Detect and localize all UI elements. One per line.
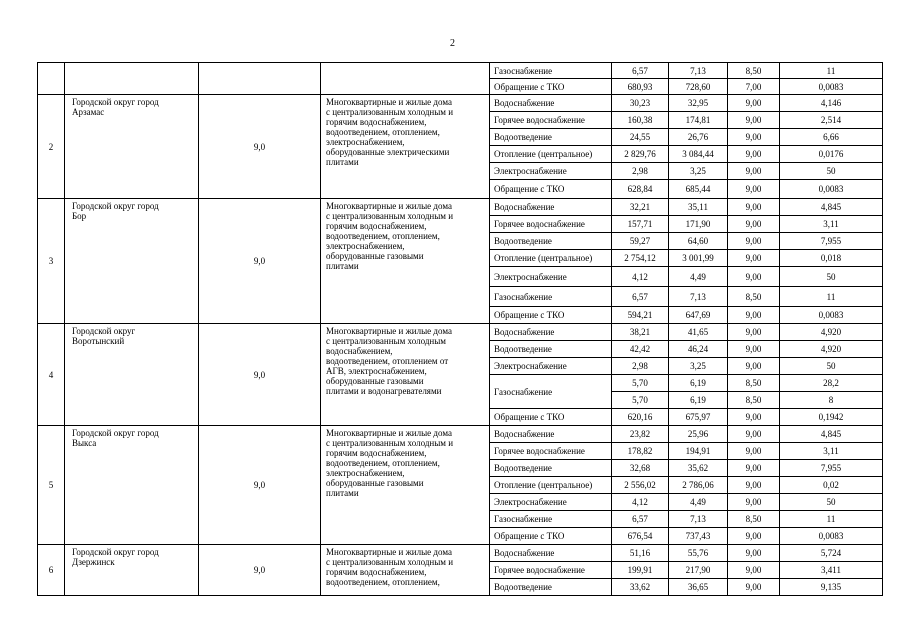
consumption-norm: 11 — [780, 287, 883, 307]
tariff-current: 5,70 — [612, 375, 669, 392]
description-line: плитами — [326, 261, 359, 271]
tariff-current: 24,55 — [612, 129, 669, 146]
tariff-new: 4,49 — [669, 267, 728, 287]
description-line: оборудованные газовыми — [326, 376, 424, 386]
growth-index: 9,0 — [199, 199, 321, 324]
municipality-cell — [65, 63, 199, 95]
description-line: оборудованные газовыми — [326, 251, 424, 261]
increase-percent: 9,00 — [728, 460, 780, 477]
service-name: Водоснабжение — [490, 95, 612, 112]
municipality-line: Городской округ город — [72, 97, 159, 107]
description-line: горячим водоснабжением, — [326, 567, 427, 577]
description-line: Многоквартирные и жилые дома — [326, 428, 452, 438]
description-line: горячим водоснабжением, — [326, 448, 427, 458]
tariff-current: 2 556,02 — [612, 477, 669, 494]
tariff-current: 6,57 — [612, 287, 669, 307]
increase-percent: 9,00 — [728, 199, 780, 216]
increase-percent: 9,00 — [728, 95, 780, 112]
consumption-norm: 0,02 — [780, 477, 883, 494]
tariff-current: 2,98 — [612, 163, 669, 180]
tariff-new: 217,90 — [669, 562, 728, 579]
service-name: Обращение с ТКО — [490, 180, 612, 199]
increase-percent: 9,00 — [728, 426, 780, 443]
service-name: Водоотведение — [490, 233, 612, 250]
tariff-current: 5,70 — [612, 392, 669, 409]
description-line: Многоквартирные и жилые дома — [326, 547, 452, 557]
row-number: 4 — [38, 324, 65, 426]
tariff-new: 728,60 — [669, 79, 728, 95]
consumption-norm: 50 — [780, 494, 883, 511]
description-line: плитами и водонагревателями — [326, 386, 442, 396]
service-name: Электроснабжение — [490, 267, 612, 287]
service-name: Газоснабжение — [490, 287, 612, 307]
tariff-current: 33,62 — [612, 579, 669, 596]
increase-percent: 9,00 — [728, 324, 780, 341]
service-name: Водоотведение — [490, 460, 612, 477]
description-line: оборудованные газовыми — [326, 478, 424, 488]
tariff-new: 647,69 — [669, 307, 728, 324]
increase-percent: 8,50 — [728, 287, 780, 307]
description-line: с централизованным холодным и — [326, 107, 454, 117]
description-line: водоотведением, отоплением, — [326, 231, 440, 241]
increase-percent: 8,50 — [728, 63, 780, 79]
tariff-new: 36,65 — [669, 579, 728, 596]
increase-percent: 9,00 — [728, 233, 780, 250]
tariff-new: 4,49 — [669, 494, 728, 511]
consumption-norm: 4,845 — [780, 426, 883, 443]
municipality-name — [65, 324, 199, 426]
consumption-norm: 11 — [780, 511, 883, 528]
tariff-new: 64,60 — [669, 233, 728, 250]
tariff-current: 628,84 — [612, 180, 669, 199]
consumption-norm: 3,11 — [780, 216, 883, 233]
service-name: Отопление (центральное) — [490, 477, 612, 494]
service-name: Водоснабжение — [490, 426, 612, 443]
housing-description — [321, 426, 490, 545]
tariff-current: 51,16 — [612, 545, 669, 562]
municipality-line: Городской округ город — [72, 201, 159, 211]
tariff-current: 620,16 — [612, 409, 669, 426]
consumption-norm: 50 — [780, 358, 883, 375]
increase-percent: 9,00 — [728, 341, 780, 358]
tariff-new: 6,19 — [669, 375, 728, 392]
tariff-current: 160,38 — [612, 112, 669, 129]
row-number: 3 — [38, 199, 65, 324]
consumption-norm: 9,135 — [780, 579, 883, 596]
num-cell — [38, 63, 65, 95]
housing-description — [321, 545, 490, 596]
tariff-current: 680,93 — [612, 79, 669, 95]
description-line: с централизованным холодным и — [326, 211, 454, 221]
tariff-new: 171,90 — [669, 216, 728, 233]
service-name: Газоснабжение — [490, 511, 612, 528]
increase-percent: 9,00 — [728, 477, 780, 494]
service-name: Обращение с ТКО — [490, 409, 612, 426]
consumption-norm: 4,920 — [780, 324, 883, 341]
consumption-norm: 4,845 — [780, 199, 883, 216]
description-line: оборудованные электрическими — [326, 147, 450, 157]
tariff-new: 7,13 — [669, 287, 728, 307]
description-line: водоотведением, отоплением, — [326, 577, 440, 587]
increase-percent: 9,00 — [728, 579, 780, 596]
description-line: электроснабжением, — [326, 468, 405, 478]
table-row — [38, 95, 883, 112]
municipality-line: Дзержинск — [72, 557, 115, 567]
table-row — [38, 199, 883, 216]
housing-description — [321, 199, 490, 324]
increase-percent: 9,00 — [728, 146, 780, 163]
increase-percent: 9,00 — [728, 307, 780, 324]
service-name: Водоснабжение — [490, 324, 612, 341]
consumption-norm: 0,0083 — [780, 307, 883, 324]
description-line: горячим водоснабжением, — [326, 221, 427, 231]
description-line: плитами — [326, 157, 359, 167]
consumption-norm: 50 — [780, 267, 883, 287]
tariff-new: 3 001,99 — [669, 250, 728, 267]
table-row — [38, 324, 883, 341]
tariff-current: 199,91 — [612, 562, 669, 579]
index-cell — [199, 63, 321, 95]
service-name: Электроснабжение — [490, 494, 612, 511]
description-line: с централизованным холодным и — [326, 438, 454, 448]
municipality-line: Городской округ город — [72, 547, 159, 557]
consumption-norm: 11 — [780, 63, 883, 79]
municipality-name — [65, 95, 199, 199]
description-line: электроснабжением, — [326, 241, 405, 251]
tariff-new: 737,43 — [669, 528, 728, 545]
increase-percent: 9,00 — [728, 443, 780, 460]
tariff-current: 30,23 — [612, 95, 669, 112]
increase-percent: 9,00 — [728, 216, 780, 233]
tariff-table — [37, 62, 883, 596]
municipality-line: Городской округ город — [72, 428, 159, 438]
tariff-current: 32,21 — [612, 199, 669, 216]
municipality-name — [65, 199, 199, 324]
consumption-norm: 7,955 — [780, 460, 883, 477]
tariff-new: 3,25 — [669, 358, 728, 375]
tariff-new: 174,81 — [669, 112, 728, 129]
growth-index: 9,0 — [199, 324, 321, 426]
description-line: водоотведением, отоплением, — [326, 127, 440, 137]
increase-percent: 9,00 — [728, 528, 780, 545]
tariff-new: 35,11 — [669, 199, 728, 216]
tariff-new: 2 786,06 — [669, 477, 728, 494]
municipality-name — [65, 426, 199, 545]
service-name: Водоснабжение — [490, 545, 612, 562]
consumption-norm: 3,11 — [780, 443, 883, 460]
row-number: 6 — [38, 545, 65, 596]
service-name: Обращение с ТКО — [490, 307, 612, 324]
tariff-current: 594,21 — [612, 307, 669, 324]
description-line: горячим водоснабжением, — [326, 117, 427, 127]
tariff-new: 3 084,44 — [669, 146, 728, 163]
description-line: АГВ, электроснабжением, — [326, 366, 427, 376]
service-name: Обращение с ТКО — [490, 79, 612, 95]
tariff-new: 32,95 — [669, 95, 728, 112]
growth-index: 9,0 — [199, 545, 321, 596]
consumption-norm: 0,018 — [780, 250, 883, 267]
municipality-line: Арзамас — [72, 107, 105, 117]
increase-percent: 9,00 — [728, 494, 780, 511]
service-name: Газоснабжение — [490, 63, 612, 79]
page-number: 2 — [450, 38, 455, 49]
increase-percent: 8,50 — [728, 511, 780, 528]
increase-percent: 8,50 — [728, 392, 780, 409]
tariff-current: 59,27 — [612, 233, 669, 250]
service-name: Горячее водоснабжение — [490, 443, 612, 460]
consumption-norm: 4,920 — [780, 341, 883, 358]
tariff-new: 7,13 — [669, 63, 728, 79]
municipality-name — [65, 545, 199, 596]
service-name: Водоотведение — [490, 341, 612, 358]
description-cell — [321, 63, 490, 95]
tariff-new: 675,97 — [669, 409, 728, 426]
municipality-line: Воротынский — [72, 336, 125, 346]
increase-percent: 9,00 — [728, 129, 780, 146]
tariff-current: 676,54 — [612, 528, 669, 545]
increase-percent: 7,00 — [728, 79, 780, 95]
service-name: Отопление (центральное) — [490, 250, 612, 267]
service-name: Обращение с ТКО — [490, 528, 612, 545]
consumption-norm: 7,955 — [780, 233, 883, 250]
growth-index: 9,0 — [199, 426, 321, 545]
service-name: Водоснабжение — [490, 199, 612, 216]
tariff-new: 194,91 — [669, 443, 728, 460]
table-row — [38, 426, 883, 443]
increase-percent: 9,00 — [728, 250, 780, 267]
increase-percent: 9,00 — [728, 358, 780, 375]
tariff-current: 6,57 — [612, 63, 669, 79]
tariff-current: 2 754,12 — [612, 250, 669, 267]
tariff-new: 26,76 — [669, 129, 728, 146]
description-line: с централизованным холодным — [326, 336, 446, 346]
tariff-new: 41,65 — [669, 324, 728, 341]
row-number: 5 — [38, 426, 65, 545]
tariff-new: 25,96 — [669, 426, 728, 443]
tariff-current: 23,82 — [612, 426, 669, 443]
tariff-new: 55,76 — [669, 545, 728, 562]
description-line: водоотведением, отоплением, — [326, 458, 440, 468]
growth-index: 9,0 — [199, 95, 321, 199]
tariff-current: 42,42 — [612, 341, 669, 358]
description-line: электроснабжением, — [326, 137, 405, 147]
consumption-norm: 0,0083 — [780, 79, 883, 95]
description-line: водоснабжением, — [326, 346, 393, 356]
consumption-norm: 28,2 — [780, 375, 883, 392]
increase-percent: 9,00 — [728, 267, 780, 287]
tariff-new: 3,25 — [669, 163, 728, 180]
housing-description — [321, 324, 490, 426]
increase-percent: 9,00 — [728, 112, 780, 129]
municipality-line: Городской округ — [72, 326, 136, 336]
tariff-new: 7,13 — [669, 511, 728, 528]
increase-percent: 9,00 — [728, 180, 780, 199]
consumption-norm: 2,514 — [780, 112, 883, 129]
consumption-norm: 4,146 — [780, 95, 883, 112]
tariff-current: 38,21 — [612, 324, 669, 341]
service-name: Водоотведение — [490, 129, 612, 146]
service-name: Водоотведение — [490, 579, 612, 596]
service-name: Горячее водоснабжение — [490, 562, 612, 579]
tariff-current: 157,71 — [612, 216, 669, 233]
consumption-norm: 0,1942 — [780, 409, 883, 426]
consumption-norm: 6,66 — [780, 129, 883, 146]
consumption-norm: 0,0176 — [780, 146, 883, 163]
increase-percent: 9,00 — [728, 163, 780, 180]
description-line: плитами — [326, 488, 359, 498]
tariff-new: 6,19 — [669, 392, 728, 409]
tariff-current: 4,12 — [612, 267, 669, 287]
consumption-norm: 50 — [780, 163, 883, 180]
service-name: Электроснабжение — [490, 358, 612, 375]
tariff-current: 4,12 — [612, 494, 669, 511]
tariff-current: 178,82 — [612, 443, 669, 460]
tariff-current: 2 829,76 — [612, 146, 669, 163]
table-row — [38, 63, 883, 79]
consumption-norm: 0,0083 — [780, 528, 883, 545]
description-line: Многоквартирные и жилые дома — [326, 326, 452, 336]
service-name: Электроснабжение — [490, 163, 612, 180]
service-name: Отопление (центральное) — [490, 146, 612, 163]
description-line: Многоквартирные и жилые дома — [326, 97, 452, 107]
tariff-new: 35,62 — [669, 460, 728, 477]
consumption-norm: 8 — [780, 392, 883, 409]
description-line: Многоквартирные и жилые дома — [326, 201, 452, 211]
description-line: водоотведением, отоплением от — [326, 356, 449, 366]
increase-percent: 9,00 — [728, 409, 780, 426]
increase-percent: 8,50 — [728, 375, 780, 392]
increase-percent: 9,00 — [728, 562, 780, 579]
tariff-new: 685,44 — [669, 180, 728, 199]
table-row — [38, 545, 883, 562]
consumption-norm: 0,0083 — [780, 180, 883, 199]
tariff-current: 2,98 — [612, 358, 669, 375]
housing-description — [321, 95, 490, 199]
municipality-line: Выкса — [72, 438, 97, 448]
description-line: с централизованным холодным и — [326, 557, 454, 567]
service-name: Горячее водоснабжение — [490, 216, 612, 233]
tariff-new: 46,24 — [669, 341, 728, 358]
tariff-current: 32,68 — [612, 460, 669, 477]
row-number: 2 — [38, 95, 65, 199]
service-name: Горячее водоснабжение — [490, 112, 612, 129]
tariff-current: 6,57 — [612, 511, 669, 528]
municipality-line: Бор — [72, 211, 87, 221]
consumption-norm: 5,724 — [780, 545, 883, 562]
service-name: Газоснабжение — [490, 375, 612, 409]
consumption-norm: 3,411 — [780, 562, 883, 579]
increase-percent: 9,00 — [728, 545, 780, 562]
